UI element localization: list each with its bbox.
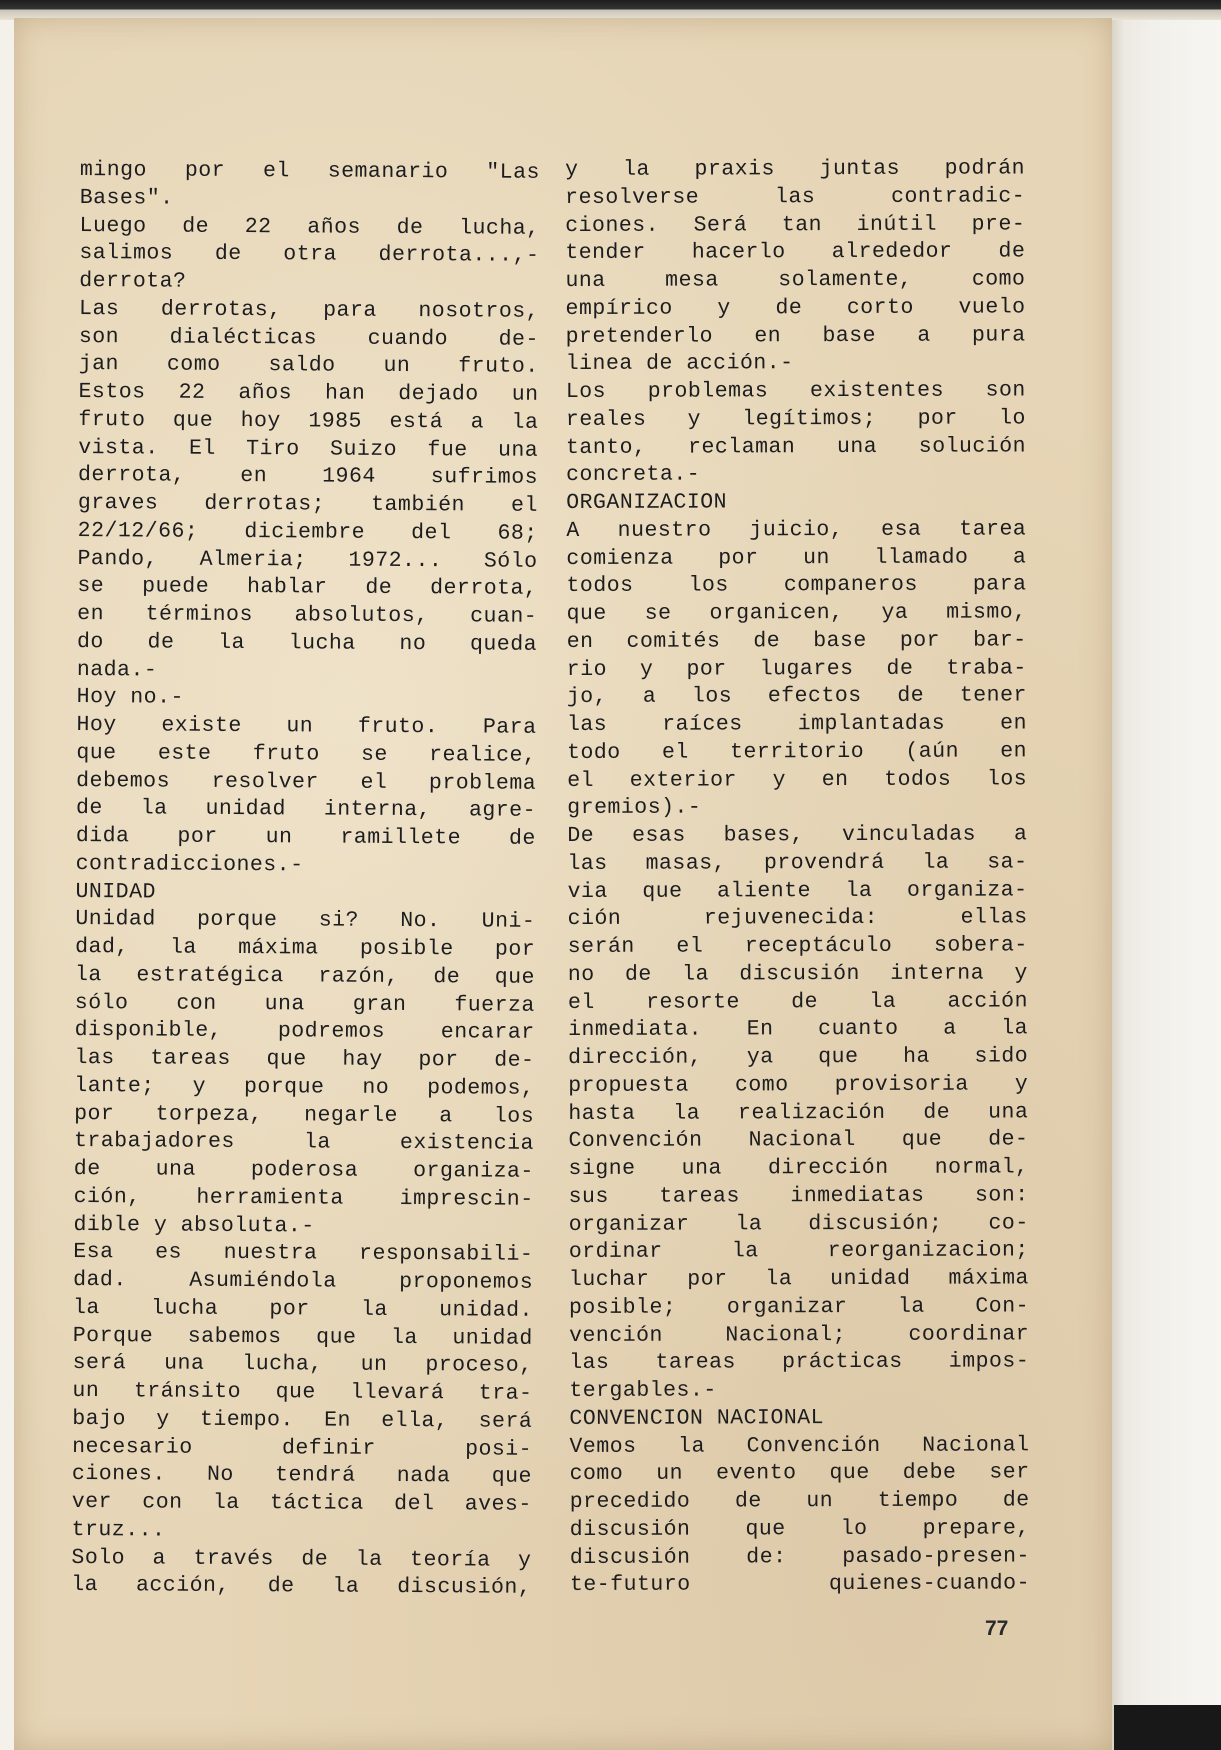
text-line: precedido de un tiempo de	[569, 1488, 1030, 1514]
text-line: Esa es nuestra responsabili-	[73, 1240, 534, 1268]
text-line: do de la lucha no queda	[76, 629, 538, 657]
text-line: como un evento que debe ser	[569, 1460, 1030, 1487]
text-line: que se organicen, ya mismo,	[566, 600, 1027, 626]
text-line: te-futuro quienes-cuando-	[569, 1571, 1031, 1598]
text-line: linea de acción.-	[565, 351, 794, 377]
text-line: organizar la discusión; co-	[568, 1210, 1029, 1237]
text-line: derrota?	[79, 268, 187, 294]
text-line: vención Nacional; coordinar	[569, 1321, 1030, 1348]
text-line: dad. Asumiéndola proponemos	[73, 1267, 534, 1295]
text-line: Estos 22 años han dejado un	[78, 379, 539, 407]
text-line: será una lucha, un proceso,	[72, 1351, 533, 1379]
text-line: la acción, de la discusión,	[71, 1573, 532, 1601]
text-line: empírico y de corto vuelo	[565, 295, 1026, 321]
text-line: ciones. No tendrá nada que	[71, 1462, 533, 1490]
text-line: Unidad porque si? No. Uni-	[75, 907, 536, 935]
text-line: Pando, Almeria; 1972... Sólo	[77, 546, 538, 574]
text-line: ciones. Será tan inútil pre-	[565, 211, 1026, 238]
text-line: rio y por lugares de traba-	[566, 655, 1027, 682]
text-line: mingo por el semanario "Las	[79, 157, 540, 185]
text-line: las tareas que hay por de-	[74, 1045, 535, 1073]
page-number: 77	[985, 1617, 1009, 1640]
text-line: ver con la táctica del aves-	[71, 1489, 532, 1517]
text-line: bajo y tiempo. En ella, será	[72, 1406, 533, 1434]
text-line: Hoy no.-	[76, 685, 184, 710]
text-line: no de la discusión interna y	[567, 961, 1028, 987]
text-line: el resorte de la acción	[567, 988, 1028, 1015]
text-line: Vemos la Convención Nacional	[569, 1432, 1030, 1459]
text-line: las raíces implantadas en	[566, 711, 1028, 737]
text-line: contradicciones.-	[75, 851, 304, 878]
text-line: truz...	[71, 1517, 166, 1543]
text-line: comienza por un llamado a	[566, 544, 1027, 571]
text-line: De esas bases, vinculadas a	[567, 822, 1028, 848]
text-line: una mesa solamente, como	[565, 267, 1026, 293]
text-line: todos los companeros para	[566, 572, 1027, 599]
text-line: reales y legítimos; por lo	[565, 406, 1026, 432]
text-line: discusión que lo prepare,	[569, 1516, 1030, 1542]
text-line: el exterior y en todos los	[567, 766, 1028, 793]
text-line: de la unidad interna, agre-	[75, 796, 537, 824]
scanner-edge-bottom	[1114, 1705, 1221, 1750]
text-line: resolverse las contradic-	[565, 184, 1026, 210]
text-line: luchar por la unidad máxima	[568, 1266, 1029, 1292]
text-line: signe una dirección normal,	[568, 1155, 1029, 1181]
text-line: inmediata. En cuanto a la	[568, 1016, 1029, 1043]
text-line: discusión de: pasado-presen-	[569, 1543, 1030, 1570]
text-line: jan como saldo un fruto.	[78, 352, 539, 380]
text-line: tergables.-	[569, 1378, 717, 1403]
text-line: Bases".	[79, 185, 174, 211]
text-line: tender hacerlo alrededor de	[565, 239, 1026, 266]
text-line: dible y absoluta.-	[73, 1212, 315, 1238]
text-line: disponible, podremos encarar	[74, 1018, 535, 1046]
text-line: tanto, reclaman una solución	[565, 433, 1027, 460]
text-line: sólo con una gran fuerza	[74, 990, 535, 1018]
text-line: dad, la máxima posible por	[75, 934, 536, 962]
text-line: dida por un ramillete de	[75, 823, 536, 851]
text-line: vista. El Tiro Suizo fue una	[78, 435, 539, 463]
text-line: pretenderlo en base a pura	[565, 322, 1026, 349]
text-line: Las derrotas, para nosotros,	[78, 296, 540, 324]
text-line: propuesta como provisoria y	[568, 1072, 1029, 1098]
text-line: concreta.-	[566, 462, 701, 488]
text-line: ción, herramienta imprescin-	[73, 1184, 534, 1212]
text-line: posible; organizar la Con-	[568, 1294, 1030, 1320]
text-line: lante; y porque no podemos,	[74, 1073, 535, 1101]
text-line: Convención Nacional que de-	[568, 1127, 1029, 1154]
text-line: se puede hablar de derrota,	[77, 574, 538, 602]
text-line: Luego de 22 años de lucha,	[79, 213, 540, 241]
text-line: Los problemas existentes son	[565, 378, 1026, 404]
text-line: la lucha por la unidad.	[72, 1295, 534, 1323]
text-line: via que aliente la organiza-	[567, 877, 1028, 904]
scanner-background-right	[1112, 20, 1221, 1750]
text-line: Porque sabemos que la unidad	[72, 1323, 533, 1351]
text-line: de una poderosa organiza-	[73, 1156, 534, 1184]
text-column-right	[565, 155, 1030, 1600]
text-line: necesario definir posi-	[72, 1434, 533, 1462]
text-line: Hoy existe un fruto. Para	[76, 712, 537, 740]
text-line: por torpeza, negarle a los	[74, 1101, 535, 1129]
text-line: todo el territorio (aún en	[567, 739, 1028, 765]
text-column-left	[71, 157, 540, 1603]
text-line: las masas, provendrá la sa-	[567, 850, 1028, 876]
text-line: CONVENCION NACIONAL	[569, 1405, 825, 1431]
text-line: jo, a los efectos de tener	[566, 683, 1027, 710]
text-line: salimos de otra derrota...,-	[79, 241, 540, 269]
text-line: derrota, en 1964 sufrimos	[77, 463, 539, 491]
text-line: en comités de base por bar-	[566, 628, 1027, 654]
text-line: UNIDAD	[75, 879, 157, 904]
scanner-edge-top	[0, 0, 1221, 20]
text-line: serán el receptáculo sobera-	[567, 933, 1028, 959]
text-line: Solo a través de la teoría y	[71, 1545, 532, 1573]
text-line: un tránsito que llevará tra-	[72, 1378, 533, 1406]
text-line: ción rejuvenecida: ellas	[567, 905, 1028, 932]
text-line: ordinar la reorganizacion;	[568, 1238, 1029, 1265]
text-line: debemos resolver el problema	[76, 768, 537, 796]
text-line: hasta la realización de una	[568, 1099, 1029, 1126]
text-line: son dialécticas cuando de-	[78, 324, 539, 352]
text-line: A nuestro juicio, esa tarea	[566, 517, 1027, 543]
text-line: trabajadores la existencia	[73, 1129, 535, 1157]
text-line: y la praxis juntas podrán	[565, 156, 1026, 182]
text-line: gremios).-	[567, 795, 702, 821]
text-line: fruto que hoy 1985 está a la	[78, 407, 539, 435]
text-line: la estratégica razón, de que	[74, 962, 536, 990]
text-line: sus tareas inmediatas son:	[568, 1183, 1029, 1209]
text-line: dirección, ya que ha sido	[568, 1044, 1029, 1070]
text-line: graves derrotas; también el	[77, 490, 538, 518]
text-line: 22/12/66; diciembre del 68;	[77, 518, 538, 546]
text-line: en términos absolutos, cuan-	[77, 601, 538, 629]
text-line: las tareas prácticas impos-	[569, 1349, 1030, 1376]
text-line: ORGANIZACION	[566, 490, 728, 515]
text-line: que este fruto se realice,	[76, 740, 537, 768]
text-line: nada.-	[76, 657, 158, 682]
